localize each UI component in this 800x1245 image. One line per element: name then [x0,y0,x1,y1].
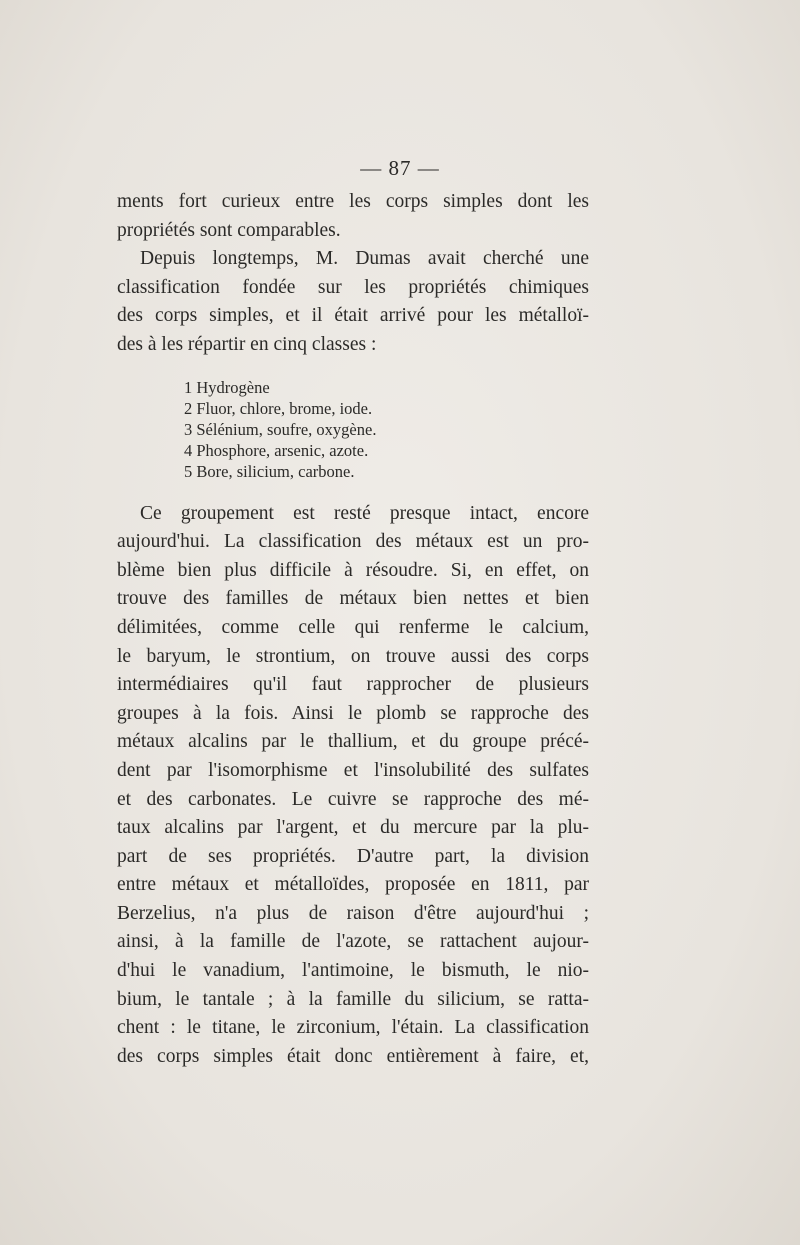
text-line: propriétés sont comparables. [117,219,341,241]
text-line: chent : le titane, le zirconium, l'étain. La classification [117,1017,589,1039]
text-line: Berzelius, n'a plus de raison d'être aujourd'hui ; [117,902,589,924]
text-line: groupes à la fois. Ainsi le plomb se rapproche des [117,702,589,724]
text-line: taux alcalins par l'argent, et du mercure par la plu- [117,817,589,839]
text-line: aujourd'hui. La classification des métaux est un pro- [117,531,589,553]
text-line: ainsi, à la famille de l'azote, se rattachent aujour- [117,931,589,953]
text-line: classification fondée sur les propriétés chimiques [117,276,589,298]
text-line: part de ses propriétés. D'autre part, la division [117,845,589,867]
text-line: intermédiaires qu'il faut rapprocher de plusieurs [117,674,589,696]
text-line: entre métaux et métalloïdes, proposée en 1811, par [117,874,589,896]
list-item: 3 Sélénium, soufre, oxygène. [184,419,377,439]
text-line: ments fort curieux entre les corps simples dont les [117,191,589,212]
text-line: Depuis longtemps, M. Dumas avait cherché une [140,248,589,270]
text-line: et des carbonates. Le cuivre se rapproche des mé- [117,788,589,810]
text-line: délimitées, comme celle qui renferme le calcium, [117,616,589,638]
text-line: métaux alcalins par le thallium, et du groupe précé- [117,731,589,753]
text-line: Ce groupement est resté presque intact, encore [140,502,589,524]
list-item: 2 Fluor, chlore, brome, iode. [184,398,373,418]
text-line: le baryum, le strontium, on trouve aussi des corps [117,645,589,667]
page-number: — 87 — [360,156,440,180]
text-line: blème bien plus difficile à résoudre. Si, en effet, on [117,559,589,581]
list-item: 1 Hydrogène [184,377,270,397]
text-line: des corps simples était donc entièrement à faire, et, [117,1045,589,1067]
text-line: trouve des familles de métaux bien nettes et bien [117,588,589,610]
paragraph-dumas [117,245,589,359]
list-item: 4 Phosphore, arsenic, azote. [184,440,369,460]
list-item: 5 Bore, silicium, carbone. [184,461,355,481]
paragraph-intro [117,188,589,245]
text-line: dent par l'isomorphisme et l'insolubilité des sulfates [117,759,589,781]
text-line: des à les répartir en cinq classes : [117,333,377,355]
body-text [117,188,589,1071]
text-line: bium, le tantale ; à la famille du silicium, se ratta- [117,988,589,1010]
paragraph-groupement [117,500,589,1072]
text-line: d'hui le vanadium, l'antimoine, le bismuth, le nio- [117,960,589,982]
text-line: des corps simples, et il était arrivé pour les métalloï- [117,305,589,327]
classes-list [184,377,589,482]
